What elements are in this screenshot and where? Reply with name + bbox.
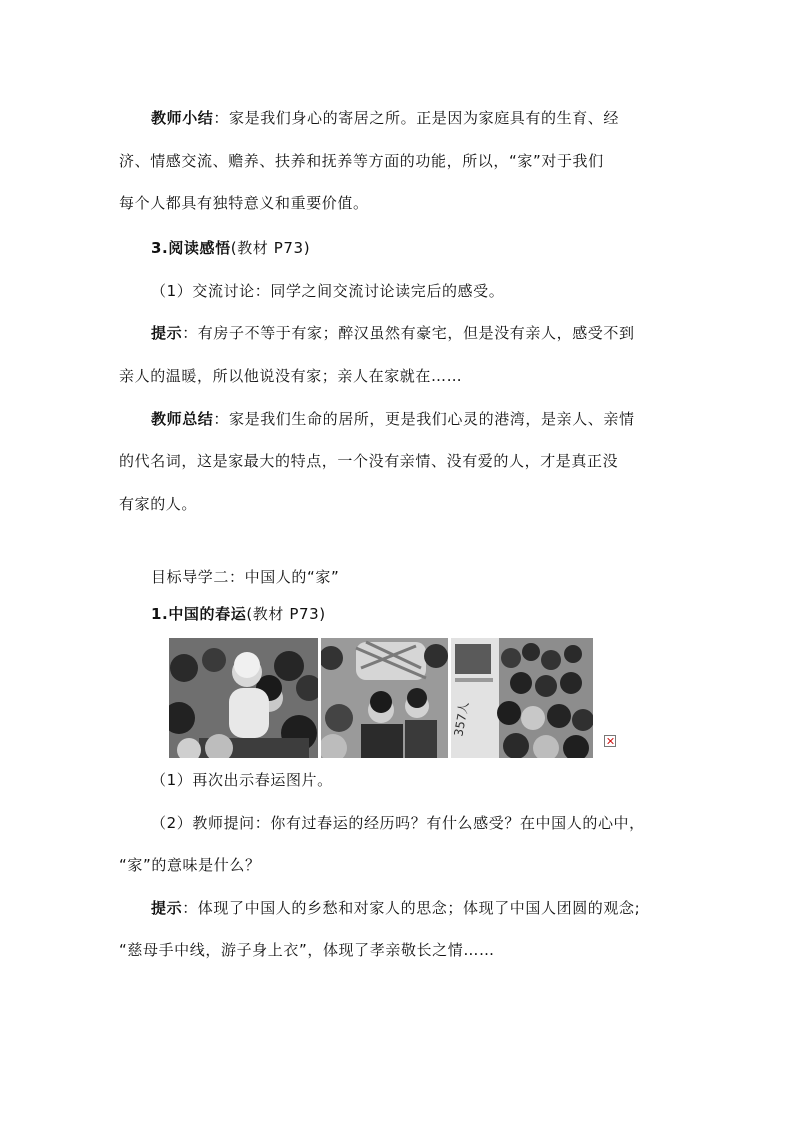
spring-festival-travel-photos — [169, 638, 593, 758]
broken-image-icon — [604, 735, 616, 747]
bold-label: 教师小结 — [151, 109, 214, 127]
bold-label: 3.阅读感悟 — [151, 239, 231, 257]
crowd-photo-baby-image — [169, 638, 318, 758]
paragraph-line — [151, 813, 645, 833]
line-text: ：有房子不等于有家；醉汉虽然有豪宅，但是没有亲人，感受不到 — [182, 324, 635, 342]
line-text: ：体现了中国人的乡愁和对家人的思念；体现了中国人团圆的观念; — [182, 899, 641, 917]
line-text: ：家是我们生命的居所，更是我们心灵的港湾，是亲人、亲情 — [213, 410, 635, 428]
paragraph-line — [151, 770, 333, 790]
bus-number-text: 357人 — [451, 700, 472, 738]
crowd-photo-luggage — [321, 638, 448, 758]
section-heading — [151, 567, 339, 587]
section-heading — [151, 238, 310, 258]
line-text: 目标导学二：中国人的“家” — [151, 568, 340, 586]
line-text: “家”的意味是什么？ — [119, 856, 261, 874]
bold-label: 1.中国的春运 — [151, 605, 247, 623]
bold-label: 提示 — [151, 899, 183, 917]
line-text: （1）交流讨论：同学之间交流讨论读完后的感受。 — [151, 282, 505, 300]
line-text: （1）再次出示春运图片。 — [151, 771, 333, 789]
bold-label: 提示 — [151, 324, 183, 342]
paragraph-line — [151, 898, 640, 918]
line-text: ：家是我们身心的寄居之所。正是因为家庭具有的生育、经 — [213, 109, 620, 127]
paragraph-line — [119, 855, 261, 875]
paragraph-line — [119, 151, 604, 171]
crowd-photo-bus — [451, 638, 593, 758]
paragraph-line — [119, 193, 369, 213]
paragraph-line — [151, 409, 635, 429]
line-text: 的代名词，这是家最大的特点，一个没有亲情、没有爱的人，才是真正没 — [119, 452, 619, 470]
line-text: (教材 P73) — [246, 605, 326, 623]
line-text: （2）教师提问：你有过春运的经历吗？有什么感受？在中国人的心中， — [151, 814, 645, 832]
paragraph-line — [119, 366, 462, 386]
paragraph-line — [119, 451, 618, 471]
line-text: (教材 P73) — [230, 239, 311, 257]
section-heading — [151, 604, 326, 624]
paragraph-line — [151, 323, 635, 343]
line-text: 有家的人。 — [119, 495, 198, 513]
paragraph-line — [119, 494, 197, 514]
bold-label: 教师总结 — [151, 410, 214, 428]
line-text: 亲人的温暖，所以他说没有家；亲人在家就在…… — [119, 367, 463, 385]
crowd-photo-luggage-image — [321, 638, 448, 758]
line-text: 每个人都具有独特意义和重要价值。 — [119, 194, 369, 212]
paragraph-line — [119, 940, 495, 960]
line-text: 济、情感交流、赡养、扶养和抚养等方面的功能，所以，“家”对于我们 — [119, 152, 604, 170]
paragraph-line — [151, 281, 504, 301]
crowd-photo-baby — [169, 638, 318, 758]
crowd-photo-bus-image — [451, 638, 593, 758]
line-text: “慈母手中线，游子身上衣”，体现了孝亲敬长之情…… — [119, 941, 495, 959]
paragraph-line — [151, 108, 619, 128]
